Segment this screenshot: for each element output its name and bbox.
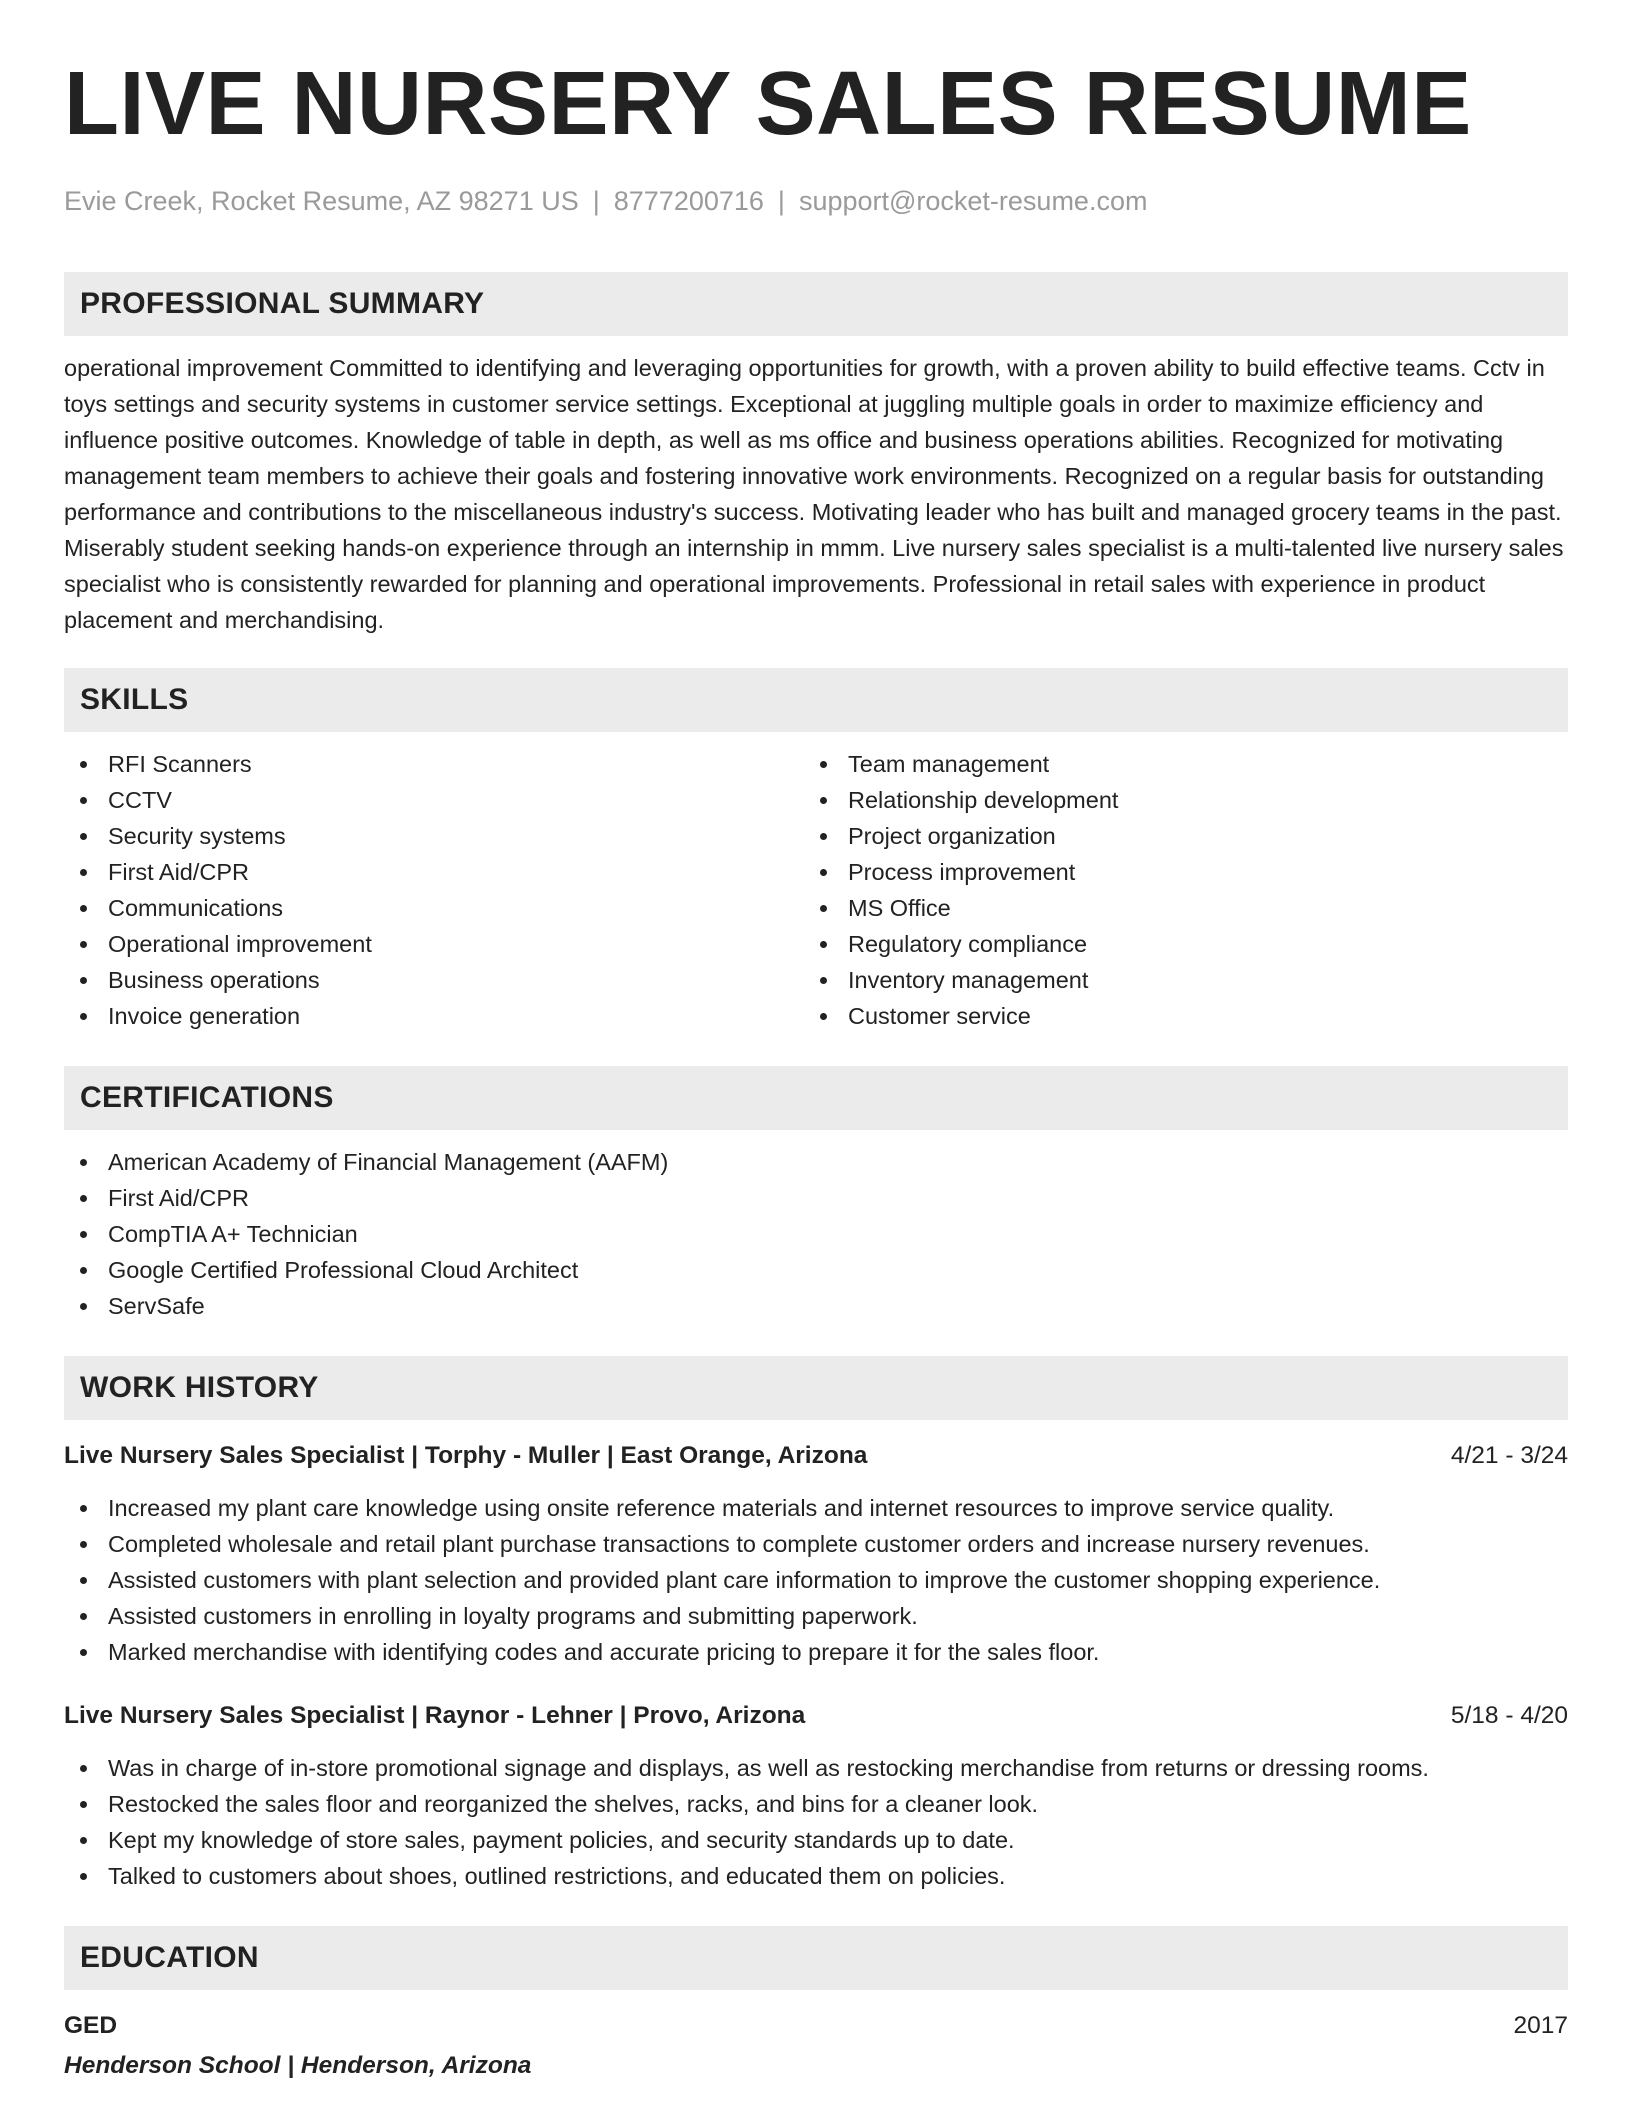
contact-separator: |	[777, 186, 785, 216]
job-dates: 4/21 - 3/24	[1450, 1442, 1568, 1469]
job-duty-item: Increased my plant care knowledge using onsite reference materials and internet resources to improve service quality.	[64, 1490, 1568, 1526]
job-entry	[64, 1698, 1568, 1894]
skill-item: MS Office	[804, 890, 1544, 926]
skill-item: Business operations	[64, 962, 804, 998]
skill-item: First Aid/CPR	[64, 854, 804, 890]
job-duty-item: Assisted customers in enrolling in loyalty programs and submitting paperwork.	[64, 1598, 1568, 1634]
certification-item: Google Certified Professional Cloud Architect	[64, 1252, 1568, 1288]
job-header	[64, 1698, 1568, 1734]
skill-item: Customer service	[804, 998, 1544, 1034]
resume-title: LIVE NURSERY SALES RESUME	[64, 54, 1472, 154]
skill-item: Project organization	[804, 818, 1544, 854]
education-header	[64, 2008, 1568, 2044]
skill-item: Communications	[64, 890, 804, 926]
skill-item: CCTV	[64, 782, 804, 818]
job-duty-item: Completed wholesale and retail plant purchase transactions to complete customer orders and increase nursery revenues.	[64, 1526, 1568, 1562]
skills-list-right	[804, 746, 1544, 1034]
job-duty-item: Restocked the sales floor and reorganized the shelves, racks, and bins for a cleaner look.	[64, 1786, 1568, 1822]
education-entry	[64, 2008, 1568, 2084]
job-duties-list	[64, 1490, 1568, 1670]
job-duty-item: Assisted customers with plant selection and provided plant care information to improve the customer shopping experience.	[64, 1562, 1568, 1598]
education-degree: GED	[64, 2012, 118, 2039]
job-duty-item: Was in charge of in-store promotional signage and displays, as well as restocking merchandise from returns or dressing rooms.	[64, 1750, 1568, 1786]
skill-item: Process improvement	[804, 854, 1544, 890]
skill-item: Operational improvement	[64, 926, 804, 962]
section-header-summary: PROFESSIONAL SUMMARY	[64, 272, 1568, 336]
certification-item: American Academy of Financial Management (AAFM)	[64, 1144, 1568, 1180]
certification-item: ServSafe	[64, 1288, 1568, 1324]
skills-list-left	[64, 746, 804, 1034]
education-school: Henderson School | Henderson, Arizona	[64, 2052, 532, 2079]
summary-text: operational improvement Committed to identifying and leveraging opportunities for growth, with a proven ability to build effective teams. Cctv in toys settings and security systems in customer service settings. Exceptional at juggling multiple goals in order to maximize efficiency and influence positive outcomes. Knowledge of table in depth, as well as ms office and business operations abilities. Recognized for motivating management team members to achieve their goals and fostering innovative work environments. Recognized on a regular basis for outstanding performance and contributions to the miscellaneous industry's success. Motivating leader who has built and managed grocery teams in the past. Miserably student seeking hands-on experience through an internship in mmm. Live nursery sales specialist is a multi-talented live nursery sales specialist who is consistently rewarded for planning and operational improvements. Professional in retail sales with experience in product placement and merchandising.	[64, 355, 1564, 633]
skill-item: Team management	[804, 746, 1544, 782]
certifications-list	[64, 1144, 1568, 1324]
skill-item: Inventory management	[804, 962, 1544, 998]
contact-email: support@rocket-resume.com	[798, 186, 1148, 216]
skills-columns	[64, 746, 1568, 1034]
certification-item: CompTIA A+ Technician	[64, 1216, 1568, 1252]
job-title: Live Nursery Sales Specialist | Torphy - Muller | East Orange, Arizona	[64, 1442, 868, 1469]
job-header	[64, 1438, 1568, 1474]
education-year: 2017	[1513, 2012, 1568, 2039]
job-duty-item: Kept my knowledge of store sales, payment policies, and security standards up to date.	[64, 1822, 1568, 1858]
contact-separator: |	[592, 186, 600, 216]
contact-phone: 8777200716	[613, 186, 764, 216]
job-entry	[64, 1438, 1568, 1670]
job-title: Live Nursery Sales Specialist | Raynor - Lehner | Provo, Arizona	[64, 1702, 806, 1729]
job-duties-list	[64, 1750, 1568, 1894]
skill-item: Regulatory compliance	[804, 926, 1544, 962]
skill-item: Security systems	[64, 818, 804, 854]
section-header-education: EDUCATION	[64, 1926, 1568, 1990]
contact-line	[64, 184, 1568, 218]
section-header-skills: SKILLS	[64, 668, 1568, 732]
skill-item: Invoice generation	[64, 998, 804, 1034]
job-dates: 5/18 - 4/20	[1450, 1702, 1568, 1729]
skill-item: Relationship development	[804, 782, 1544, 818]
certification-item: First Aid/CPR	[64, 1180, 1568, 1216]
job-duty-item: Talked to customers about shoes, outlined restrictions, and educated them on policies.	[64, 1858, 1568, 1894]
section-header-work-history: WORK HISTORY	[64, 1356, 1568, 1420]
job-duty-item: Marked merchandise with identifying codes and accurate pricing to prepare it for the sales floor.	[64, 1634, 1568, 1670]
contact-address: Evie Creek, Rocket Resume, AZ 98271 US	[64, 186, 579, 216]
skill-item: RFI Scanners	[64, 746, 804, 782]
section-header-certifications: CERTIFICATIONS	[64, 1066, 1568, 1130]
